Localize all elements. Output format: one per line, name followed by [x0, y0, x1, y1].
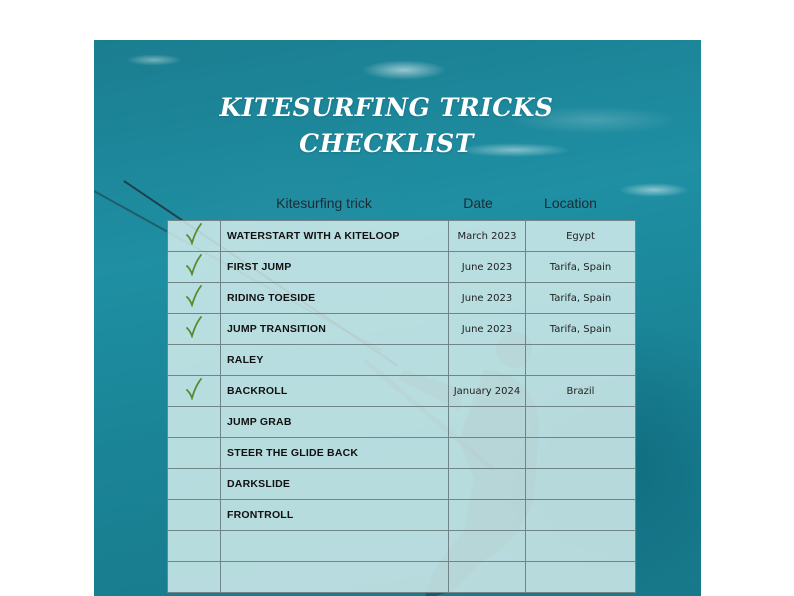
date-cell: June 2023: [449, 314, 526, 345]
location-cell: [526, 531, 636, 562]
location-cell: [526, 407, 636, 438]
table-row: [168, 314, 636, 345]
trick-cell: [221, 562, 449, 593]
location-cell: Tarifa, Spain: [526, 283, 636, 314]
table-row: [168, 438, 636, 469]
header-trick: Kitesurfing trick: [276, 195, 372, 211]
date-cell: [449, 407, 526, 438]
location-cell: [526, 438, 636, 469]
title-line-1: KITESURFING TRICKS: [219, 93, 554, 122]
trick-cell: BACKROLL: [221, 376, 449, 407]
trick-cell: FRONTROLL: [221, 500, 449, 531]
date-cell: March 2023: [449, 221, 526, 252]
table-row: [168, 283, 636, 314]
check-cell[interactable]: [168, 252, 221, 283]
check-cell[interactable]: [168, 221, 221, 252]
check-cell[interactable]: [168, 345, 221, 376]
date-cell: [449, 531, 526, 562]
trick-cell: WATERSTART WITH A KITELOOP: [221, 221, 449, 252]
check-cell[interactable]: [168, 500, 221, 531]
trick-cell: [221, 531, 449, 562]
trick-cell: RIDING TOESIDE: [221, 283, 449, 314]
trick-cell: FIRST JUMP: [221, 252, 449, 283]
location-cell: [526, 500, 636, 531]
checkmark-icon: [185, 254, 203, 276]
check-cell[interactable]: [168, 531, 221, 562]
trick-cell: JUMP TRANSITION: [221, 314, 449, 345]
table-row: [168, 562, 636, 593]
location-cell: [526, 562, 636, 593]
checklist-poster: [94, 40, 701, 596]
table-row: [168, 221, 636, 252]
table-row: [168, 252, 636, 283]
date-cell: January 2024: [449, 376, 526, 407]
date-cell: June 2023: [449, 252, 526, 283]
trick-cell: STEER THE GLIDE BACK: [221, 438, 449, 469]
table-row: [168, 376, 636, 407]
checkmark-icon: [185, 285, 203, 307]
date-cell: [449, 562, 526, 593]
check-cell[interactable]: [168, 283, 221, 314]
check-cell[interactable]: [168, 469, 221, 500]
tricks-table: [167, 220, 636, 593]
table-row: [168, 345, 636, 376]
check-cell[interactable]: [168, 438, 221, 469]
location-cell: Tarifa, Spain: [526, 252, 636, 283]
checkmark-icon: [185, 223, 203, 245]
table-row: [168, 407, 636, 438]
check-cell[interactable]: [168, 314, 221, 345]
location-cell: Egypt: [526, 221, 636, 252]
date-cell: [449, 345, 526, 376]
date-cell: June 2023: [449, 283, 526, 314]
date-cell: [449, 469, 526, 500]
checkmark-icon: [185, 316, 203, 338]
table-row: [168, 500, 636, 531]
check-cell[interactable]: [168, 407, 221, 438]
trick-cell: JUMP GRAB: [221, 407, 449, 438]
location-cell: [526, 469, 636, 500]
trick-cell: RALEY: [221, 345, 449, 376]
table-row: [168, 531, 636, 562]
title-line-2: CHECKLIST: [299, 129, 474, 158]
date-cell: [449, 500, 526, 531]
header-date: Date: [463, 195, 493, 211]
table-row: [168, 469, 636, 500]
date-cell: [449, 438, 526, 469]
location-cell: [526, 345, 636, 376]
location-cell: Brazil: [526, 376, 636, 407]
location-cell: Tarifa, Spain: [526, 314, 636, 345]
check-cell[interactable]: [168, 376, 221, 407]
checkmark-icon: [185, 378, 203, 400]
page-title: [94, 90, 679, 162]
trick-cell: DARKSLIDE: [221, 469, 449, 500]
check-cell[interactable]: [168, 562, 221, 593]
header-location: Location: [544, 195, 597, 211]
